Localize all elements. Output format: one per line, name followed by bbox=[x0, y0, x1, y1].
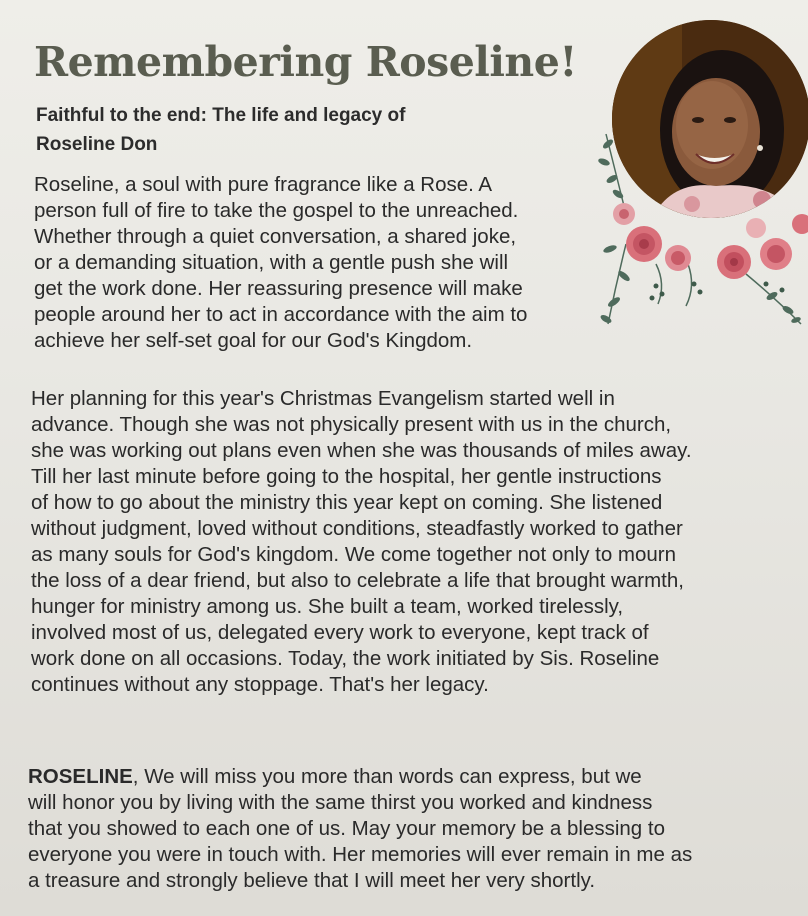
paragraph-line: as many souls for God's kingdom. We come together not only to mourn bbox=[31, 543, 677, 566]
paragraph-line bbox=[28, 764, 692, 790]
paragraph-line: the loss of a dear friend, but also to celebrate a life that brought warmth, bbox=[31, 569, 684, 592]
paragraph-line: Her planning for this year's Christmas Evangelism started well in bbox=[31, 387, 615, 410]
paragraph-line: that you showed to each one of us. May your memory be a blessing to bbox=[28, 817, 665, 840]
subtitle-line: Roseline Don bbox=[36, 134, 158, 155]
paragraph-farewell bbox=[28, 764, 692, 894]
paragraph-line: get the work done. Her reassuring presence will make bbox=[34, 277, 523, 300]
farewell-line-rest: , We will miss you more than words can express, but we bbox=[132, 765, 642, 788]
paragraph-line: she was working out plans even when she was thousands of miles away. bbox=[31, 439, 692, 462]
rose-wreath-icon bbox=[596, 14, 808, 334]
article-subtitle bbox=[36, 101, 556, 159]
paragraph-line: hunger for ministry among us. She built a team, worked tirelessly, bbox=[31, 595, 624, 618]
paragraph-line: or a demanding situation, with a gentle push she will bbox=[34, 251, 509, 274]
paragraph-line: Roseline, a soul with pure fragrance like a Rose. A bbox=[34, 173, 493, 196]
paragraph-intro bbox=[34, 172, 527, 354]
paragraph-line: people around her to act in accordance with the aim to bbox=[34, 303, 528, 326]
paragraph-line: everyone you were in touch with. Her memories will ever remain in me as bbox=[28, 843, 693, 866]
paragraph-line: work done on all occasions. Today, the work initiated by Sis. Roseline bbox=[31, 647, 660, 670]
paragraph-line: advance. Though she was not physically present with us in the church, bbox=[31, 413, 672, 436]
article-title: Remembering Roseline! bbox=[34, 38, 577, 86]
paragraph-line: without judgment, loved without conditions, steadfastly worked to gather bbox=[31, 517, 683, 540]
paragraph-line: of how to go about the ministry this year kept on coming. She listened bbox=[31, 491, 663, 514]
subtitle-line: Faithful to the end: The life and legacy of bbox=[36, 105, 406, 126]
farewell-name: ROSELINE bbox=[28, 765, 133, 788]
paragraph-line: a treasure and strongly believe that I will meet her very shortly. bbox=[28, 869, 596, 892]
paragraph-legacy bbox=[31, 386, 692, 698]
paragraph-line: involved most of us, delegated every work to everyone, kept track of bbox=[31, 621, 649, 644]
paragraph-line: Whether through a quiet conversation, a shared joke, bbox=[34, 225, 517, 248]
paragraph-line: achieve her self-set goal for our God's Kingdom. bbox=[34, 329, 473, 352]
paragraph-line: continues without any stoppage. That's her legacy. bbox=[31, 673, 489, 696]
portrait-with-wreath bbox=[596, 14, 808, 334]
paragraph-line: person full of fire to take the gospel to the unreached. bbox=[34, 199, 519, 222]
paragraph-line: will honor you by living with the same thirst you worked and kindness bbox=[28, 791, 653, 814]
paragraph-line: Till her last minute before going to the hospital, her gentle instructions bbox=[31, 465, 662, 488]
